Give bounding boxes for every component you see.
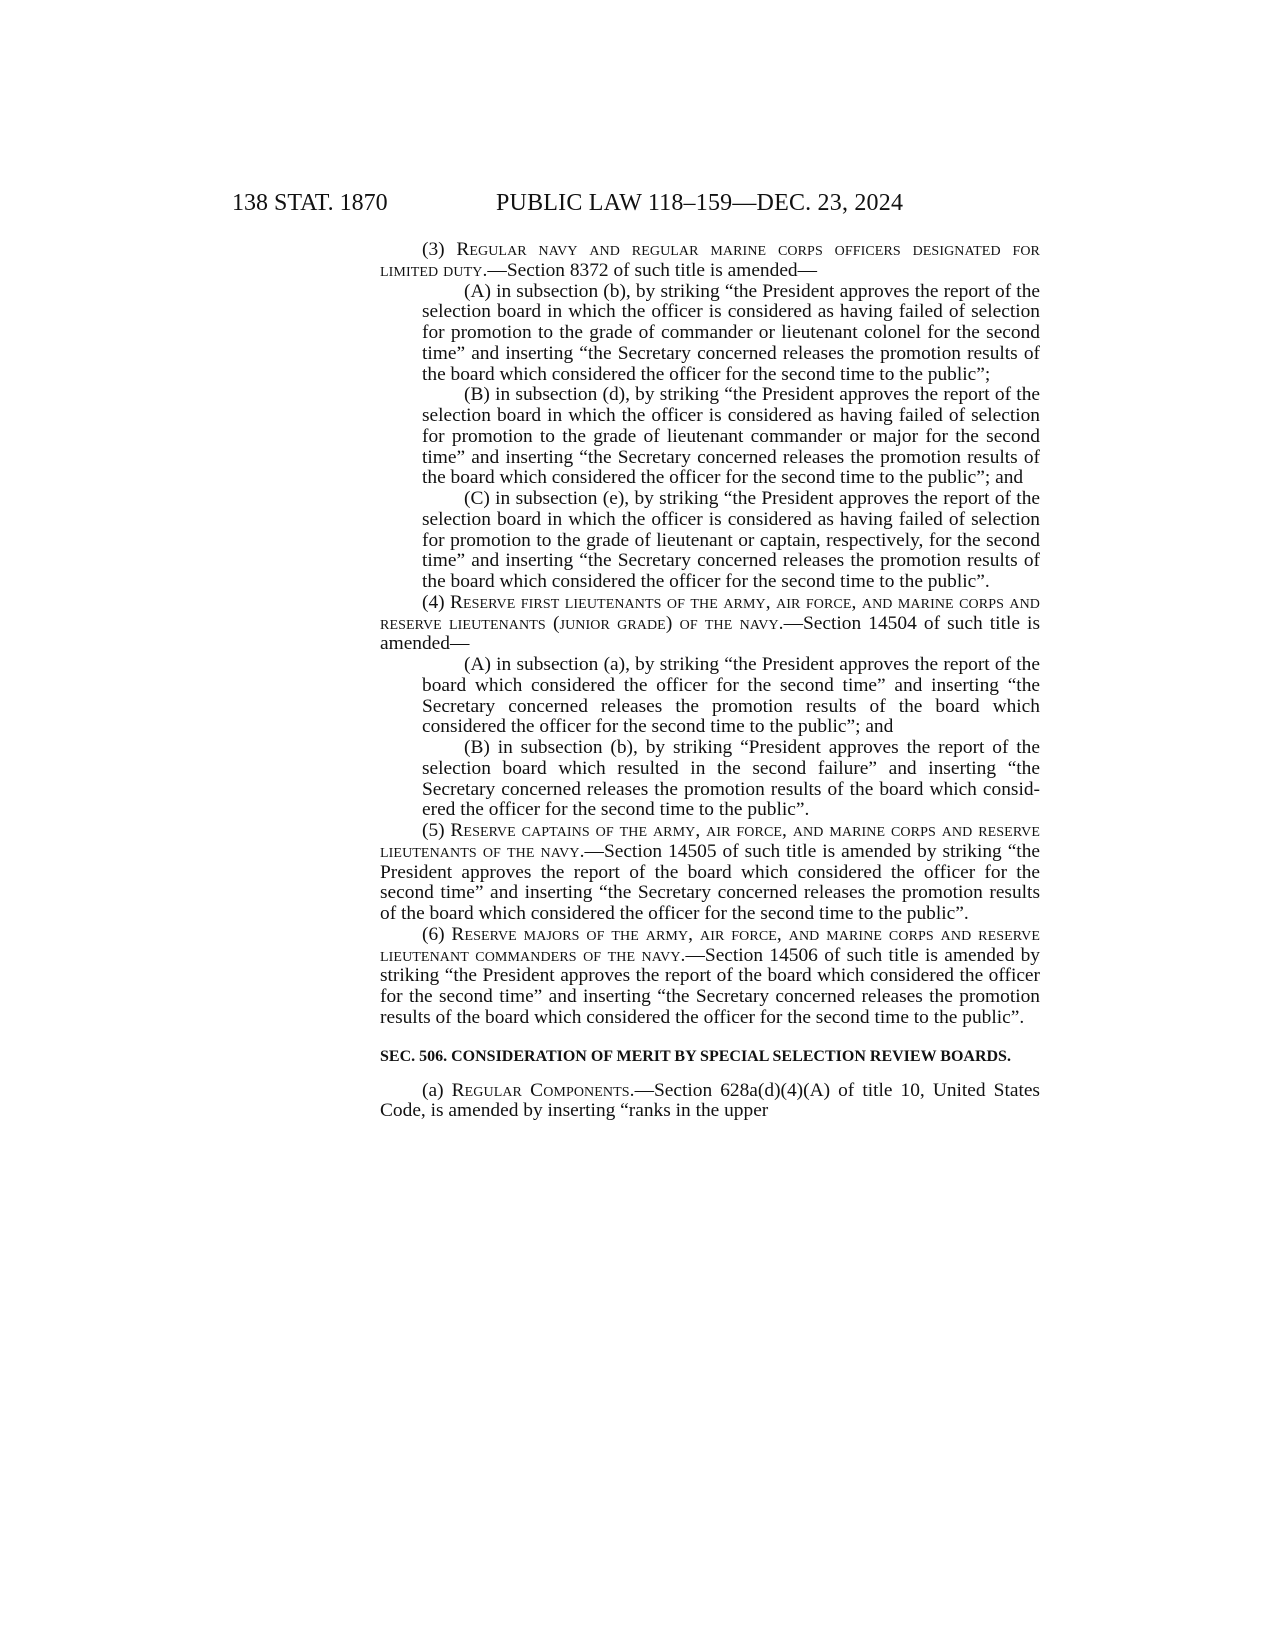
paragraph-number: (5): [422, 820, 445, 841]
section-paragraph-a: [380, 1081, 1040, 1123]
paragraph-number: (6): [422, 923, 445, 945]
paragraph-text: —Section 8372 of such title is amended—: [487, 259, 818, 281]
paragraph-number: (3): [422, 239, 445, 260]
section-heading: SEC. 506. CONSIDERATION OF MERIT BY SPECIAL SELECTION REVIEW BOARDS.: [380, 1047, 1011, 1065]
paragraph-6: [380, 925, 1040, 1029]
paragraph-3: [380, 240, 1040, 282]
paragraph-text: —Section 14505 of such title is amended by striking “the President approves the report of the board which considered the officer for the second time” and inserting “the Secretary concerned releases the promotion results of the board which considered the officer for the second time to the public”.: [380, 840, 1040, 924]
paragraph-heading: Reserve captains of the army, air force, and marine corps and reserve lieutenants of the navy.: [380, 820, 1040, 862]
paragraph-heading: Regular Components.: [451, 1079, 635, 1101]
document-body: [380, 240, 1040, 1122]
paragraph-4: [380, 593, 1040, 655]
paragraph-text: —Section 14504 of such title is amended—: [380, 612, 1040, 655]
paragraph-text: —Section 628a(d)(4)(A) of title 10, United States Code, is amended by inserting “ranks in the upper: [380, 1079, 1040, 1122]
paragraph-heading: Regular navy and regular marine corps officers designated for limited duty.: [380, 239, 1040, 281]
subparagraph-3c: (C) in subsection (e), by striking “the President approves the report of the selection board in which the officer is considered as having failed of selection for promotion to the grade of lieutenant or captain, respectively, for the second time” and inserting “the Secretary concerned releases the promotion results of the board which considered the officer for the second time to the public”.: [422, 488, 1040, 592]
subparagraph-4b: (B) in subsection (b), by striking “President approves the report of the selection board which resulted in the second failure” and inserting “the Secretary concerned releases the promotion results of the board which considered the officer for the second time to the public”.: [422, 737, 1040, 821]
subparagraph-3b: (B) in subsection (d), by striking “the President approves the report of the selection board in which the officer is considered as having failed of selection for promotion to the grade of lieutenant commander or major for the second time” and inserting “the Secretary concerned releases the promotion results of the board which considered the officer for the second time to the public”; and: [422, 384, 1040, 489]
paragraph-heading: Reserve majors of the army, air force, and marine corps and reserve lieutenant commanders of the navy.: [380, 923, 1040, 966]
paragraph-heading: Reserve first lieutenants of the army, air force, and marine corps and reserve lieutenants (junior grade) of the navy.: [380, 591, 1040, 634]
paragraph-text: —Section 14506 of such title is amended by striking “the President approves the report of the board which considered the officer for the second time” and inserting “the Secretary concerned releases the promotion results of the board which considered the officer for the second time to the public”.: [380, 944, 1040, 1028]
paragraph-number: (a): [422, 1079, 444, 1101]
stat-page-number: 138 STAT. 1870: [232, 190, 388, 216]
subparagraph-4a: (A) in subsection (a), by striking “the President approves the report of the board which considered the officer for the second time” and inserting “the Secretary concerned releases the promotion results of the board which considered the officer for the second time to the public”; and: [422, 654, 1040, 738]
paragraph-number: (4): [422, 591, 445, 613]
page-header: [0, 186, 1275, 220]
subparagraph-3a: (A) in subsection (b), by striking “the President approves the report of the selection board in which the officer is considered as having failed of selection for promotion to the grade of commander or lieutenant colonel for the second time” and inserting “the Secretary concerned releases the promotion results of the board which considered the officer for the second time to the public”;: [422, 280, 1040, 385]
running-head: PUBLIC LAW 118–159—DEC. 23, 2024: [496, 190, 904, 216]
paragraph-5: [380, 821, 1040, 925]
